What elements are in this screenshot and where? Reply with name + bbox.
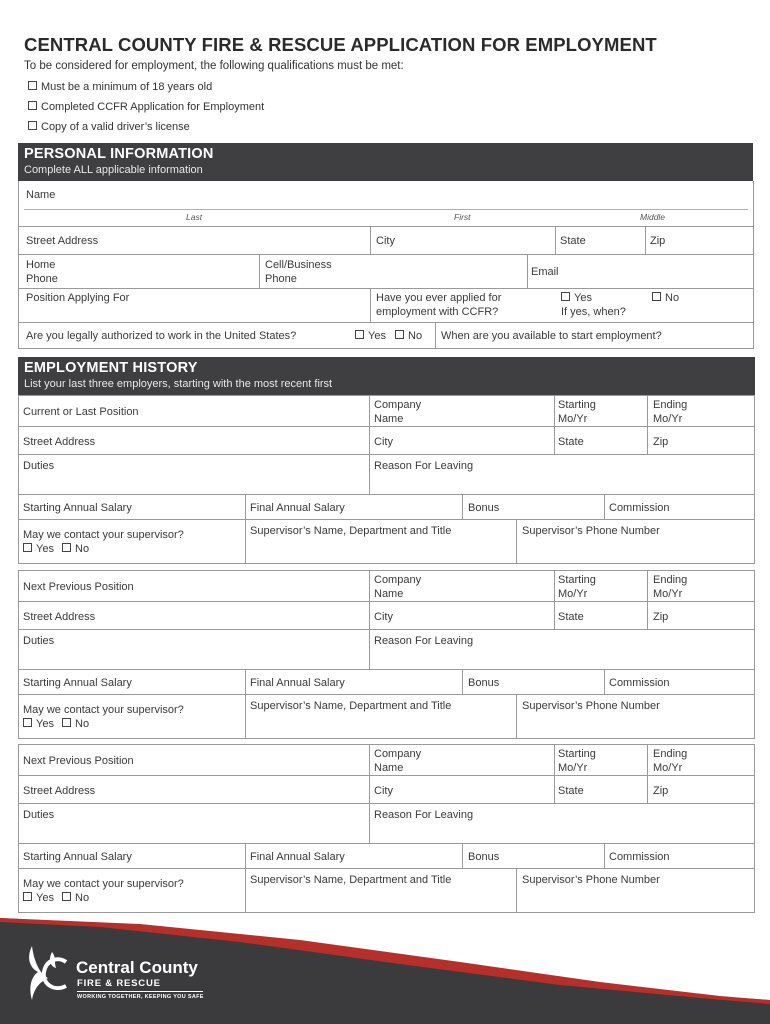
starting-salary-label: Starting Annual Salary	[23, 677, 132, 689]
checkbox-icon[interactable]	[652, 292, 661, 301]
street-address-label: Street Address	[23, 436, 96, 448]
street-address-field[interactable]	[118, 777, 366, 801]
state-label: State	[560, 235, 586, 247]
checkbox-icon[interactable]	[28, 121, 37, 130]
ccfr-logo-icon	[22, 942, 76, 1004]
bonus-label: Bonus	[468, 502, 500, 514]
starting-salary-field[interactable]	[158, 845, 242, 866]
authorized-label: Are you legally authorized to work in the United States?	[26, 330, 297, 342]
position-applying-label: Position Applying For	[26, 292, 130, 304]
starting-salary-field[interactable]	[158, 671, 242, 692]
supervisor-name-label: Supervisor’s Name, Department and Title	[250, 525, 452, 537]
commission-label: Commission	[609, 502, 670, 514]
supervisor-phone-label: Supervisor’s Phone Number	[522, 874, 660, 886]
available-field[interactable]	[700, 324, 750, 346]
applied-no-option[interactable]: No	[652, 291, 679, 305]
contact-supervisor-label: May we contact your supervisor?	[23, 878, 184, 890]
ending-date-field[interactable]	[694, 573, 752, 599]
supervisor-name-label: Supervisor’s Name, Department and Title	[250, 874, 452, 886]
personal-info-header	[18, 143, 753, 181]
starting-salary-label: Starting Annual Salary	[23, 851, 132, 863]
position-field[interactable]	[188, 573, 366, 599]
duties-label: Duties	[23, 809, 55, 821]
reason-leaving-label: Reason For Leaving	[374, 635, 474, 647]
street-address-label: Street Address	[26, 235, 99, 247]
company-name-field[interactable]	[418, 573, 551, 599]
checkbox-icon[interactable]	[561, 292, 570, 301]
supervisor-name-field[interactable]	[250, 714, 513, 736]
employment-history-header	[18, 357, 755, 395]
commission-field[interactable]	[683, 671, 752, 692]
home-phone-field[interactable]	[70, 256, 256, 286]
ending-date-field[interactable]	[694, 747, 752, 773]
supervisor-phone-label: Supervisor’s Phone Number	[522, 700, 660, 712]
qualification-item: Copy of a valid driver’s license	[28, 121, 190, 133]
cell-phone-label: Cell/Business Phone	[265, 259, 332, 285]
contact-no-option[interactable]: No	[62, 717, 89, 731]
state-field[interactable]	[590, 777, 644, 801]
section-subtitle: Complete ALL applicable information	[24, 164, 203, 176]
first-name-caption: First	[454, 212, 471, 222]
street-address-label: Street Address	[23, 785, 96, 797]
duties-field[interactable]	[23, 822, 366, 841]
authorized-no-option[interactable]: No	[395, 329, 422, 343]
final-salary-field[interactable]	[363, 845, 459, 866]
zip-field[interactable]	[674, 603, 752, 627]
contact-yes-option[interactable]: Yes	[23, 542, 54, 556]
duties-label: Duties	[23, 460, 55, 472]
commission-label: Commission	[609, 677, 670, 689]
footer-brand-sub: FIRE & RESCUE	[77, 978, 161, 989]
footer-brand-name: Central County	[76, 958, 198, 977]
commission-field[interactable]	[683, 845, 752, 866]
intro-text: To be considered for employment, the following qualifications must be met:	[24, 60, 404, 72]
starting-date-label: Starting Mo/Yr	[558, 748, 596, 774]
email-label: Email	[531, 266, 559, 278]
qualification-item: Completed CCFR Application for Employment	[28, 101, 264, 113]
city-label: City	[376, 235, 395, 247]
city-field[interactable]	[402, 603, 551, 627]
checkbox-icon[interactable]	[62, 718, 71, 727]
ending-date-field[interactable]	[694, 398, 752, 424]
starting-date-field[interactable]	[600, 398, 644, 424]
state-field[interactable]	[590, 428, 644, 452]
state-label: State	[558, 436, 584, 448]
position-label: Current or Last Position	[23, 406, 139, 418]
final-salary-field[interactable]	[363, 496, 459, 517]
starting-date-label: Starting Mo/Yr	[558, 399, 596, 425]
position-applying-field[interactable]	[26, 305, 366, 320]
starting-salary-label: Starting Annual Salary	[23, 502, 132, 514]
duties-label: Duties	[23, 635, 55, 647]
contact-yes-option[interactable]: Yes	[23, 717, 54, 731]
home-phone-label: Home Phone	[26, 259, 58, 285]
zip-field[interactable]	[674, 428, 752, 452]
position-field[interactable]	[188, 747, 366, 773]
contact-yes-option[interactable]: Yes	[23, 891, 54, 905]
company-name-field[interactable]	[418, 747, 551, 773]
supervisor-phone-field[interactable]	[522, 888, 752, 910]
state-label: State	[558, 611, 584, 623]
contact-supervisor-label: May we contact your supervisor?	[23, 529, 184, 541]
zip-field[interactable]	[674, 777, 752, 801]
final-salary-label: Final Annual Salary	[250, 502, 345, 514]
position-label: Next Previous Position	[23, 755, 134, 767]
commission-field[interactable]	[683, 496, 752, 517]
street-address-field[interactable]	[118, 428, 366, 452]
checkbox-icon[interactable]	[23, 543, 32, 552]
city-field[interactable]	[402, 777, 551, 801]
street-address-field[interactable]	[120, 228, 366, 252]
final-salary-label: Final Annual Salary	[250, 677, 345, 689]
final-salary-field[interactable]	[363, 671, 459, 692]
checkbox-icon[interactable]	[62, 892, 71, 901]
checkbox-icon[interactable]	[355, 330, 364, 339]
available-label: When are you available to start employment?	[441, 330, 662, 342]
contact-no-option[interactable]: No	[62, 891, 89, 905]
zip-label: Zip	[650, 235, 666, 247]
company-name-field[interactable]	[418, 398, 551, 424]
city-field[interactable]	[404, 228, 552, 252]
supervisor-name-label: Supervisor’s Name, Department and Title	[250, 700, 452, 712]
if-yes-when-field[interactable]	[636, 303, 750, 319]
section-title: EMPLOYMENT HISTORY	[24, 360, 198, 376]
state-label: State	[558, 785, 584, 797]
bonus-field[interactable]	[508, 496, 601, 517]
supervisor-phone-field[interactable]	[522, 539, 752, 561]
zip-label: Zip	[653, 611, 669, 623]
checkbox-icon[interactable]	[395, 330, 404, 339]
starting-salary-field[interactable]	[158, 496, 242, 517]
zip-field[interactable]	[672, 228, 750, 252]
checkbox-icon[interactable]	[28, 101, 37, 110]
company-name-label: Company Name	[374, 574, 422, 600]
city-label: City	[374, 611, 393, 623]
starting-date-field[interactable]	[600, 573, 644, 599]
duties-field[interactable]	[23, 473, 366, 492]
zip-label: Zip	[653, 436, 669, 448]
bonus-field[interactable]	[508, 845, 601, 866]
reason-leaving-label: Reason For Leaving	[374, 460, 474, 472]
last-name-caption: Last	[186, 212, 203, 222]
street-address-label: Street Address	[23, 611, 96, 623]
checkbox-icon[interactable]	[28, 81, 37, 90]
commission-label: Commission	[609, 851, 670, 863]
applied-yes-option[interactable]: Yes	[561, 291, 592, 305]
company-name-label: Company Name	[374, 399, 422, 425]
bonus-label: Bonus	[468, 677, 500, 689]
state-field[interactable]	[592, 228, 642, 252]
ending-date-label: Ending Mo/Yr	[653, 399, 688, 425]
supervisor-phone-field[interactable]	[522, 714, 752, 736]
starting-date-label: Starting Mo/Yr	[558, 574, 596, 600]
checkbox-icon[interactable]	[23, 718, 32, 727]
street-address-field[interactable]	[118, 603, 366, 627]
bonus-field[interactable]	[508, 671, 601, 692]
cell-phone-field[interactable]	[345, 256, 523, 286]
footer-divider	[77, 991, 203, 992]
state-field[interactable]	[590, 603, 644, 627]
final-salary-label: Final Annual Salary	[250, 851, 345, 863]
applied-before-label: Have you ever applied for employment with CCFR?	[376, 292, 502, 318]
bonus-label: Bonus	[468, 851, 500, 863]
reason-leaving-label: Reason For Leaving	[374, 809, 474, 821]
section-subtitle: List your last three employers, starting with the most recent first	[24, 378, 333, 390]
name-field[interactable]	[24, 196, 748, 209]
ending-date-label: Ending Mo/Yr	[653, 574, 688, 600]
contact-supervisor-label: May we contact your supervisor?	[23, 704, 184, 716]
name-label: Name	[26, 189, 56, 201]
position-label: Next Previous Position	[23, 581, 134, 593]
position-field[interactable]	[188, 398, 366, 424]
checkbox-icon[interactable]	[62, 543, 71, 552]
checkbox-icon[interactable]	[23, 892, 32, 901]
section-title: PERSONAL INFORMATION	[24, 146, 214, 162]
reason-leaving-field[interactable]	[374, 822, 752, 841]
starting-date-field[interactable]	[600, 747, 644, 773]
email-field[interactable]	[566, 256, 750, 286]
city-label: City	[374, 785, 393, 797]
duties-field[interactable]	[23, 648, 366, 667]
reason-leaving-field[interactable]	[374, 473, 752, 492]
supervisor-name-field[interactable]	[250, 539, 513, 561]
city-label: City	[374, 436, 393, 448]
supervisor-name-field[interactable]	[250, 888, 513, 910]
qualification-item: Must be a minimum of 18 years old	[28, 81, 212, 93]
if-yes-when-label: If yes, when?	[561, 306, 626, 318]
reason-leaving-field[interactable]	[374, 648, 752, 667]
middle-name-caption: Middle	[640, 212, 666, 222]
footer-tagline: WORKING TOGETHER, KEEPING YOU SAFE	[77, 994, 204, 1000]
page-title: CENTRAL COUNTY FIRE & RESCUE APPLICATION FOR EMPLOYMENT	[24, 34, 657, 55]
contact-no-option[interactable]: No	[62, 542, 89, 556]
zip-label: Zip	[653, 785, 669, 797]
supervisor-phone-label: Supervisor’s Phone Number	[522, 525, 660, 537]
authorized-yes-option[interactable]: Yes	[355, 329, 386, 343]
ending-date-label: Ending Mo/Yr	[653, 748, 688, 774]
city-field[interactable]	[402, 428, 551, 452]
company-name-label: Company Name	[374, 748, 422, 774]
